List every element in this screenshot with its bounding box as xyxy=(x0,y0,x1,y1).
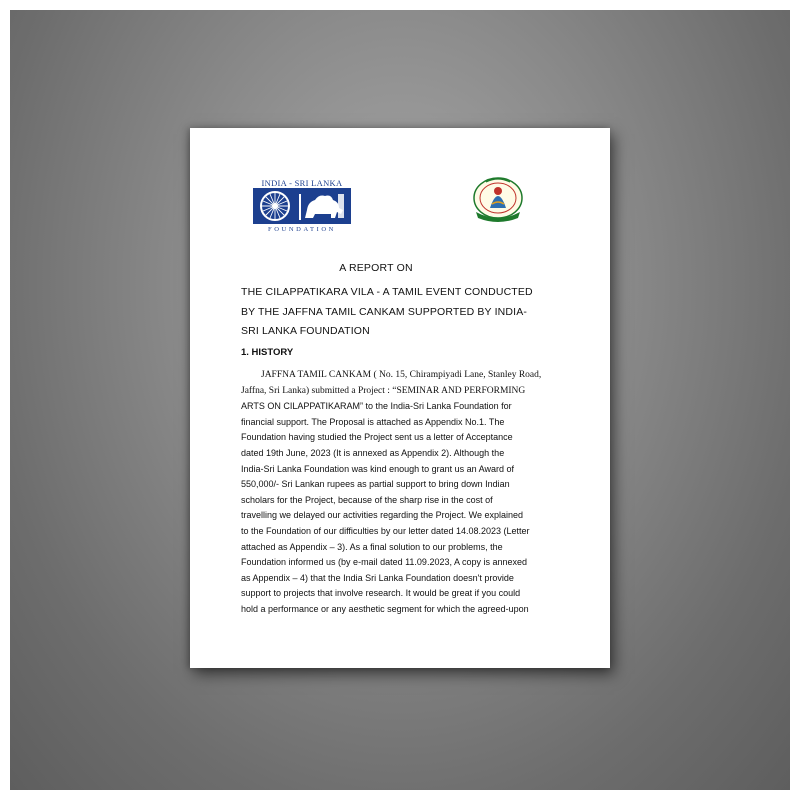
title-line: THE CILAPPATIKARA VILA - A TAMIL EVENT CONDUCTED xyxy=(241,286,533,298)
jaffna-tamil-cankam-logo xyxy=(466,174,530,226)
logo-top-text: INDIA - SRI LANKA xyxy=(261,178,343,188)
body-line: Foundation informed us (by e-mail dated 11.09.2023, A copy is annexed xyxy=(241,557,528,568)
ashoka-chakra-lion-emblem-icon xyxy=(253,188,351,224)
body-line: scholars for the Project, because of the sharp rise in the cost of xyxy=(241,494,493,505)
india-sri-lanka-foundation-logo xyxy=(252,178,352,236)
title-line: BY THE JAFFNA TAMIL CANKAM SUPPORTED BY INDIA- xyxy=(241,305,527,318)
body-line: Jaffna, Sri Lanka) submitted a Project : “SEMINAR AND PERFORMING xyxy=(241,385,526,396)
document-page xyxy=(190,128,610,668)
body-line: Foundation having studied the Project sent us a letter of Acceptance xyxy=(241,432,513,443)
logo-bottom-text: FOUNDATION xyxy=(268,226,336,233)
body-line: travelling we delayed our activities regarding the Project. We explained xyxy=(241,510,523,521)
body-line: support to projects that involve research. It would be great if you could xyxy=(241,588,521,599)
body-line: dated 19th June, 2023 (It is annexed as Appendix 2). Although the xyxy=(241,447,505,458)
body-line: to the Foundation of our difficulties by our letter dated 14.08.2023 (Letter xyxy=(241,525,530,536)
photo-backdrop xyxy=(10,10,790,790)
title-line: SRI LANKA FOUNDATION xyxy=(241,325,370,337)
section-heading-history: 1. HISTORY xyxy=(241,347,294,358)
history-paragraph xyxy=(241,368,563,618)
body-line: as Appendix – 4) that the India Sri Lanka Foundation doesn't provide xyxy=(241,572,514,583)
jaffna-tamil-cankam-emblem-icon xyxy=(466,174,530,226)
body-line: attached as Appendix – 3). As a final solution to our problems, the xyxy=(241,541,503,552)
body-line: JAFFNA TAMIL CANKAM ( No. 15, Chirampiyadi Lane, Stanley Road, xyxy=(261,370,542,380)
body-line: hold a performance or any aesthetic segment for which the agreed-upon xyxy=(241,603,529,614)
body-line: financial support. The Proposal is attached as Appendix No.1. The xyxy=(241,416,505,427)
body-line: ARTS ON CILAPPATIKARAM” to the India-Sri Lanka Foundation for xyxy=(241,401,512,412)
body-line: 550,000/- Sri Lankan rupees as partial support to bring down Indian xyxy=(241,479,510,490)
report-heading: A REPORT ON xyxy=(339,262,413,274)
report-title xyxy=(241,283,571,342)
body-line: India-Sri Lanka Foundation was kind enough to grant us an Award of xyxy=(241,463,515,474)
